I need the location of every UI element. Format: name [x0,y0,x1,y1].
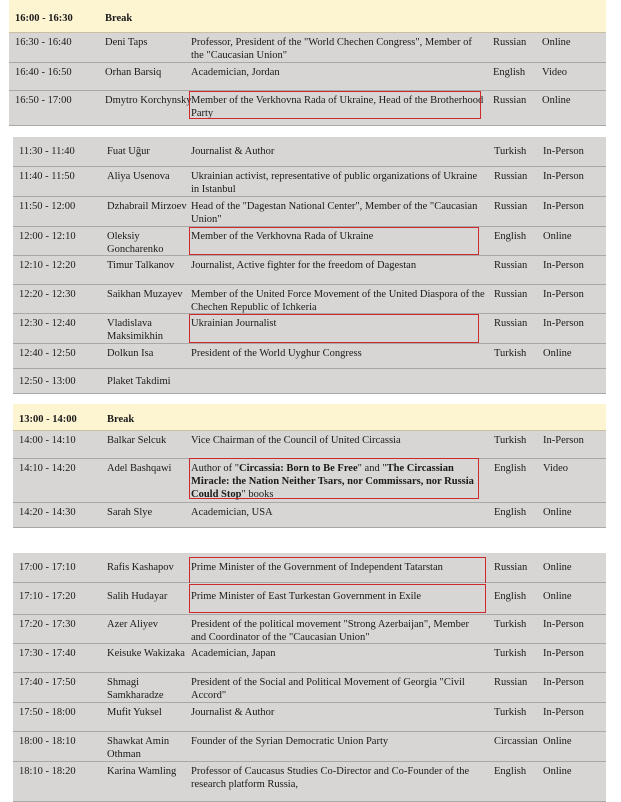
schedule-table-1 [9,0,606,126]
speaker-role: Ukrainian activist, representative of public organizations of Ukraine in Istanbul [191,171,478,195]
speaker-role: President of the Social and Political Movement of Georgia "Civil Accord" [191,677,465,701]
language-cell: English [494,591,527,602]
mode-cell: In-Person [543,289,584,300]
speaker-name: Mufit Yuksel [107,707,162,718]
break-row [13,404,606,431]
time-cell: 16:00 - 16:30 [15,13,73,24]
language-cell: Russian [494,289,528,300]
mode-cell: In-Person [543,435,584,446]
speaker-name: Shawkat Amin Othman [107,736,170,760]
time-cell: 17:40 - 17:50 [19,677,76,688]
table-row [13,459,606,503]
language-cell: Russian [494,318,528,329]
schedule-table-2 [13,137,606,394]
time-cell: 17:50 - 18:00 [19,707,76,718]
time-cell: 17:20 - 17:30 [19,619,76,630]
table-row [13,285,606,314]
mode-cell: Video [543,463,569,474]
table-row [13,431,606,459]
table-row [13,615,606,644]
language-cell: English [494,507,527,518]
table-row [13,762,606,802]
time-cell: 16:40 - 16:50 [15,67,72,78]
speaker-name: Shmagi Samkharadze [107,677,164,701]
language-cell: Russian [494,260,528,271]
language-cell: Circassian [494,736,538,747]
speaker-name: Dmytro Korchynsky [105,95,192,106]
speaker-name: Deni Taps [105,37,148,48]
table-row [13,644,606,673]
speaker-role: Professor, President of the "World Chechen Congress", Member of the "Caucasian Union" [191,37,472,61]
mode-cell: In-Person [543,619,584,630]
speaker-name: Azer Aliyev [107,619,159,630]
speaker-role: Member of the Verkhovna Rada of Ukraine [191,231,374,242]
time-cell: 12:00 - 12:10 [19,231,76,242]
mode-cell: Online [543,507,572,518]
mode-cell: In-Person [543,318,584,329]
speaker-name: Salih Hudayar [107,591,168,602]
language-cell: Russian [493,37,527,48]
time-cell: 13:00 - 14:00 [19,414,77,425]
time-cell: 11:50 - 12:00 [19,201,76,212]
schedule-table-4 [13,553,606,802]
table-row [13,227,606,256]
mode-cell: In-Person [543,707,584,718]
table-row [13,369,606,394]
speaker-role: President of the World Uyghur Congress [191,348,362,359]
time-cell: 17:10 - 17:20 [19,591,76,602]
time-cell: 12:30 - 12:40 [19,318,76,329]
mode-cell: Online [543,348,572,359]
speaker-role: Prime Minister of the Government of Independent Tatarstan [191,562,443,573]
language-cell: Turkish [494,348,527,359]
table-row [13,673,606,703]
speaker-name: Karina Wamling [107,766,177,777]
language-cell: Turkish [494,146,527,157]
time-cell: 12:50 - 13:00 [19,376,76,387]
time-cell: 17:00 - 17:10 [19,562,76,573]
language-cell: Russian [494,201,528,212]
table-row [13,553,606,583]
speaker-name: Dolkun Isa [107,348,154,359]
time-cell: 14:20 - 14:30 [19,507,76,518]
mode-cell: In-Person [543,677,584,688]
mode-cell: In-Person [543,201,584,212]
time-cell: 18:00 - 18:10 [19,736,76,747]
time-cell: 16:30 - 16:40 [15,37,72,48]
mode-cell: In-Person [543,146,584,157]
table-row [13,197,606,227]
speaker-role: Academician, USA [191,507,273,518]
table-row [13,732,606,762]
mode-cell: Online [543,591,572,602]
time-cell: 11:30 - 11:40 [19,146,75,157]
speaker-role: Member of the Verkhovna Rada of Ukraine, Head of the Brotherhood Party [191,95,484,119]
language-cell: Russian [494,171,528,182]
time-cell: 12:10 - 12:20 [19,260,76,271]
speaker-role: Author of "Circassia: Born to Be Free" and "The Circassian Miracle: the Nation Neither Tsars, nor Commissars, nor Russia Could Stop" books [191,463,474,500]
time-cell: 16:50 - 17:00 [15,95,72,106]
speaker-role: Prime Minister of East Turkestan Government in Exile [191,591,422,602]
time-cell: 14:00 - 14:10 [19,435,76,446]
speaker-name: Balkar Selcuk [107,435,167,446]
speaker-role: Journalist & Author [191,707,275,718]
speaker-name: Aliya Usenova [107,171,170,182]
language-cell: English [494,463,527,474]
speaker-role: Journalist, Active fighter for the freedom of Dagestan [191,260,417,271]
table-row [13,137,606,167]
table-row [13,344,606,369]
schedule-table-3 [13,404,606,528]
language-cell: Turkish [494,707,527,718]
speaker-role: Academician, Japan [191,648,276,659]
mode-cell: Online [543,562,572,573]
speaker-role: Founder of the Syrian Democratic Union Party [191,736,389,747]
break-label: Break [105,13,133,24]
mode-cell: In-Person [543,260,584,271]
language-cell: Turkish [494,435,527,446]
mode-cell: Video [542,67,568,78]
speaker-role: Member of the United Force Movement of the United Diaspora of the Chechen Republic of Ichkeria [191,289,485,313]
time-cell: 14:10 - 14:20 [19,463,76,474]
mode-cell: Online [543,736,572,747]
language-cell: English [494,766,527,777]
speaker-name: Vladislava Maksimikhin [107,318,164,342]
language-cell: Russian [494,677,528,688]
mode-cell: Online [543,231,572,242]
mode-cell: Online [542,95,571,106]
language-cell: Russian [493,95,527,106]
table-row [13,314,606,344]
mode-cell: In-Person [543,171,584,182]
mode-cell: In-Person [543,648,584,659]
speaker-role: Journalist & Author [191,146,275,157]
table-row [9,63,606,91]
speaker-name: Adel Bashqawi [107,463,172,474]
time-cell: 18:10 - 18:20 [19,766,76,777]
time-cell: 12:20 - 12:30 [19,289,76,300]
speaker-name: Sarah Slye [107,507,153,518]
speaker-role: Academician, Jordan [191,67,280,78]
break-row [9,0,606,33]
language-cell: Turkish [494,619,527,630]
language-cell: English [493,67,526,78]
language-cell: English [494,231,527,242]
language-cell: Russian [494,562,528,573]
table-row [13,167,606,197]
time-cell: 11:40 - 11:50 [19,171,75,182]
table-row [13,256,606,285]
speaker-name: Saikhan Muzayev [107,289,183,300]
table-row [13,703,606,732]
speaker-name: Dzhabrail Mirzoev [107,201,187,212]
speaker-name: Keisuke Wakizaka [107,648,185,659]
speaker-name: Timur Talkanov [107,260,175,271]
time-cell: 12:40 - 12:50 [19,348,76,359]
break-label: Break [107,414,135,425]
speaker-role: President of the political movement "Strong Azerbaijan", Member and Coordinator of the "Caucasian Union" [191,619,470,643]
speaker-role: Vice Chairman of the Council of United Circassia [191,435,401,446]
table-row [9,91,606,126]
time-cell: 17:30 - 17:40 [19,648,76,659]
language-cell: Turkish [494,648,527,659]
speaker-name: Fuat Uğur [107,146,150,157]
speaker-role: Professor of Caucasus Studies Co-Director and Co-Founder of the research platform Russia, [191,766,470,790]
speaker-name: Rafis Kashapov [107,562,174,573]
mode-cell: Online [543,766,572,777]
speaker-name: Plaket Takdimi [107,376,171,387]
speaker-name: Orhan Barsiq [105,67,162,78]
table-row [13,583,606,615]
table-row [9,33,606,63]
speaker-role: Head of the "Dagestan National Center", Member of the "Caucasian Union" [191,201,478,225]
table-row [13,503,606,528]
speaker-role: Ukrainian Journalist [191,318,277,329]
mode-cell: Online [542,37,571,48]
speaker-name: Oleksiy Goncharenko [107,231,164,255]
